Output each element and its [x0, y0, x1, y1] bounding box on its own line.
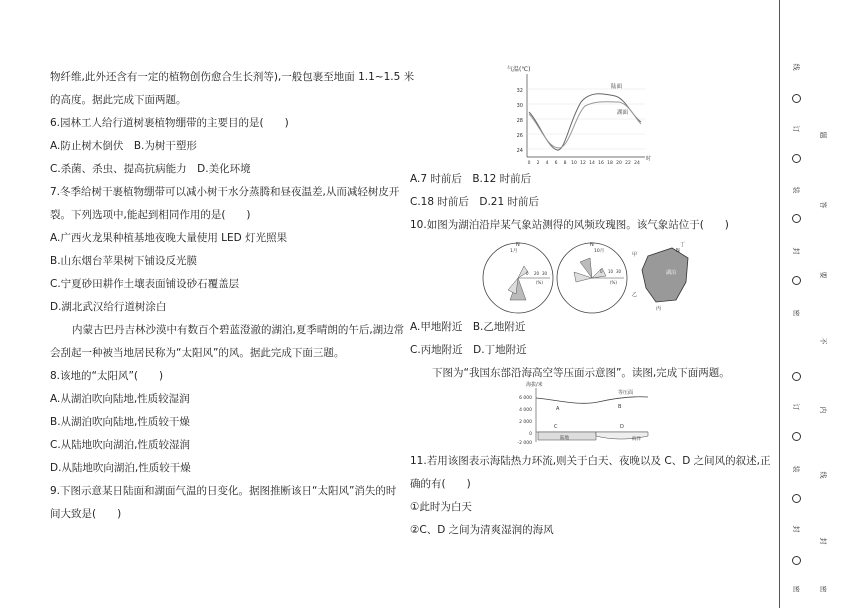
svg-text:湖泊: 湖泊 — [666, 270, 677, 276]
svg-text:甲: 甲 — [632, 252, 638, 258]
svg-text:-2 000: -2 000 — [517, 441, 532, 446]
passage-text: 内蒙古巴丹吉林沙漠中有数百个碧蓝澄澈的湖泊,夏季晴朗的午后,湖边常 — [72, 324, 405, 336]
svg-text:10: 10 — [571, 161, 577, 166]
option-8-d: D.从陆地吹向湖泊,性质较干燥 — [50, 462, 191, 474]
svg-text:0: 0 — [529, 432, 532, 437]
svg-text:16: 16 — [598, 161, 604, 166]
seal-char: 订 — [792, 125, 800, 133]
svg-text:8: 8 — [563, 161, 567, 166]
option-10-ab: A.甲地附近 B.乙地附近 — [410, 321, 526, 333]
wind-rose-figure — [480, 238, 690, 316]
option-8-c: C.从陆地吹向湖泊,性质较湿润 — [50, 439, 191, 451]
question-7: 7.冬季给树干裹植物绷带可以减小树干水分蒸腾和昼夜温差,从而减轻树皮开 — [50, 186, 400, 198]
svg-text:6 000: 6 000 — [519, 396, 532, 401]
svg-text:10月: 10月 — [594, 249, 605, 254]
option-6-cd: C.杀菌、杀虫、提高抗病能力 D.美化环境 — [50, 163, 251, 175]
ytick: 24 — [516, 148, 523, 154]
question-11-cont: 确的有( ) — [410, 478, 471, 490]
option-8-a: A.从湖泊吹向陆地,性质较湿润 — [50, 393, 190, 405]
svg-text:0: 0 — [526, 271, 529, 276]
question-6: 6.园林工人给行道树裹植物绷带的主要目的是( ) — [50, 117, 289, 129]
svg-text:30: 30 — [616, 269, 622, 274]
seal-char: 密 — [819, 585, 827, 593]
question-9-cont: 间大致是( ) — [50, 508, 122, 520]
option-6-ab: A.防止树木倒伏 B.为树干塑形 — [50, 140, 197, 152]
seal-circle — [792, 432, 801, 441]
seal-char: 订 — [792, 403, 800, 411]
svg-text:C: C — [554, 424, 558, 430]
seal-char: 线 — [792, 63, 800, 71]
option-9-ab: A.7 时前后 B.12 时前后 — [410, 173, 532, 185]
svg-text:6: 6 — [554, 161, 558, 166]
option-7-a: A.广西火龙果种植基地夜晚大量使用 LED 灯光照果 — [50, 232, 288, 244]
question-9: 9.下图示意某日陆面和湖面气温的日变化。据图推断该日“太阳风”消失的时 — [50, 485, 397, 497]
svg-text:(%): (%) — [536, 280, 543, 285]
svg-text:4 000: 4 000 — [519, 408, 532, 413]
svg-text:N: N — [516, 242, 520, 248]
seal-char: 密 — [792, 309, 800, 317]
temp-ylabel: 气温(℃) — [507, 66, 531, 73]
seal-char: 封 — [819, 537, 827, 545]
seal-char: 封 — [792, 247, 800, 255]
ytick: 30 — [516, 103, 523, 109]
question-11: 11.若用该图表示海陆热力环流,则关于白天、夜晚以及 C、D 之间风的叙述,正 — [410, 455, 771, 467]
seal-char: 装 — [792, 465, 800, 473]
svg-text:20: 20 — [534, 271, 540, 276]
statement-2: ②C、D 之间为清爽湿润的海风 — [410, 524, 554, 536]
passage-text: 会刮起一种被当地居民称为“太阳风”的风。据此完成下面三题。 — [50, 347, 345, 359]
seal-circle — [792, 372, 801, 381]
option-7-d: D.湖北武汉给行道树涂白 — [50, 301, 167, 313]
question-8: 8.该地的“太阳风”( ) — [50, 370, 164, 382]
lake-temp-line — [529, 102, 641, 148]
ytick: 32 — [516, 88, 523, 94]
seal-char: 装 — [792, 186, 800, 194]
svg-text:0: 0 — [527, 161, 531, 166]
ytick: 28 — [516, 118, 523, 124]
svg-text:A: A — [556, 406, 560, 412]
svg-text:B: B — [618, 404, 622, 410]
svg-text:10: 10 — [608, 269, 614, 274]
seal-char: 不 — [819, 337, 827, 345]
seal-char: 答 — [819, 201, 827, 209]
option-7-c: C.宁夏砂田耕作土壤表面铺设砂石覆盖层 — [50, 278, 240, 290]
seal-char: 内 — [819, 406, 827, 414]
svg-text:时: 时 — [646, 156, 652, 162]
svg-text:2: 2 — [536, 161, 540, 166]
isobar-figure — [508, 378, 658, 446]
passage-text: 下图为“我国东部沿海高空等压面示意图”。读图,完成下面两题。 — [432, 367, 730, 379]
seal-circle — [792, 154, 801, 163]
svg-text:20: 20 — [616, 161, 622, 166]
svg-text:12: 12 — [580, 161, 586, 166]
svg-text:0: 0 — [600, 269, 603, 274]
passage-text: 的高度。据此完成下面两题。 — [50, 94, 187, 106]
svg-text:1月: 1月 — [510, 249, 518, 254]
svg-text:陆地: 陆地 — [560, 436, 569, 441]
question-10: 10.如图为湖泊沿岸某气象站测得的风频玫瑰图。该气象站位于( ) — [410, 219, 729, 231]
svg-text:丙: 丙 — [656, 306, 662, 312]
temp-xticks — [528, 160, 640, 166]
svg-text:(%): (%) — [610, 280, 617, 285]
svg-text:N: N — [590, 242, 594, 248]
svg-text:N: N — [676, 248, 680, 254]
land-label: 陆面 — [611, 84, 623, 90]
option-7-b: B.山东烟台苹果树下铺设反光膜 — [50, 255, 198, 267]
binding-line — [779, 0, 780, 608]
temperature-chart — [505, 62, 655, 168]
svg-text:22: 22 — [625, 161, 631, 166]
seal-circle — [792, 494, 801, 503]
seal-char: 密 — [792, 585, 800, 593]
seal-char: 要 — [819, 271, 827, 279]
svg-text:30: 30 — [542, 271, 548, 276]
seal-char: 题 — [819, 131, 827, 139]
svg-text:2 000: 2 000 — [519, 420, 532, 425]
svg-text:D: D — [620, 424, 624, 430]
seal-circle — [792, 94, 801, 103]
temp-yticks — [517, 88, 523, 154]
svg-text:4: 4 — [545, 161, 549, 166]
wind-rose-left — [483, 242, 553, 313]
question-7-cont: 裂。下列选项中,能起到相同作用的是( ) — [50, 209, 251, 221]
seal-char: 线 — [819, 471, 827, 479]
passage-text: 物纤维,此外还含有一定的植物创伤愈合生长剂等),一般包裹至地面 1.1~1.5 米 — [50, 71, 415, 83]
svg-text:等压面: 等压面 — [618, 390, 634, 396]
lake-map — [632, 242, 688, 312]
option-8-b: B.从湖泊吹向陆地,性质较干燥 — [50, 416, 190, 428]
seal-circle — [792, 556, 801, 565]
seal-char: 封 — [792, 525, 800, 533]
lake-label: 湖面 — [617, 110, 629, 116]
svg-text:14: 14 — [589, 161, 595, 166]
wind-rose-right — [557, 242, 627, 313]
seal-circle — [792, 276, 801, 285]
option-10-cd: C.丙地附近 D.丁地附近 — [410, 344, 527, 356]
option-9-cd: C.18 时前后 D.21 时前后 — [410, 196, 539, 208]
svg-text:24: 24 — [634, 161, 640, 166]
seal-circle — [792, 214, 801, 223]
land-temp-line — [529, 94, 641, 150]
pressure-yticks — [517, 395, 532, 446]
svg-text:丁: 丁 — [680, 242, 686, 248]
ytick: 26 — [516, 133, 523, 139]
isobar-line — [536, 397, 648, 404]
statement-1: ①此时为白天 — [410, 501, 472, 513]
svg-text:海拔/米: 海拔/米 — [526, 382, 543, 388]
svg-text:18: 18 — [607, 161, 613, 166]
svg-text:海洋: 海洋 — [632, 437, 641, 442]
svg-text:乙: 乙 — [632, 292, 638, 298]
